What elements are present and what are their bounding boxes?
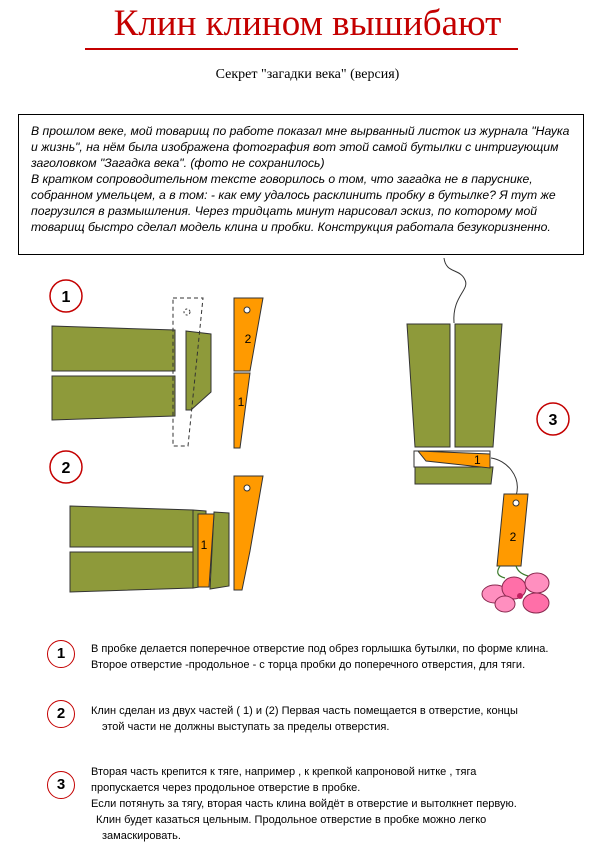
intro-paragraph-1: В прошлом веке, мой товарищ по работе показал мне вырванный листок из журнала "Наука и жизнь", на нём была изображена фотография вот этой самой бутылки с интригующим заголовком "Загадка века". (фото не сохранилось) [31,124,570,170]
step-1-cork-end [186,331,211,410]
note-3-line-4: Клин будет казаться цельным. Продольное отверстие в пробке можно легко [96,814,487,826]
step-2-wedge-part-2 [234,476,263,590]
step-2-wedge-hole [244,485,250,491]
note-2-text [91,703,561,735]
step-3-group [407,258,569,613]
wedge-part-2-label: 2 [244,332,252,346]
note-3-line-2: пропускается через продольное отверстие в пробке. [91,782,361,794]
note-2-line-1: Клин сделан из двух частей ( 1) и (2) Первая часть помещается в отверстие, концы [91,705,518,717]
step-1-hole-outline [184,309,190,315]
wedge-hole [244,307,250,313]
step-1-group [50,280,263,448]
intro-paragraph-2: В кратком сопроводительном тексте говорилось о том, что загадка не в паруснике, собранном умельцем, а в том: - как ему удалось расклинить пробку в бутылке? Я тут же погрузился в размышления. Через тридцать минут нарисовал эскиз, по которому мой товарищ быстро сделал модель клина и пробки. Конструкция работала безукоризненно. [31,172,556,234]
note-2-line-2: этой части не должны выступать за пределы отверстия. [102,721,390,733]
step-3-thread [491,458,517,496]
step-3-cork-right [455,324,502,447]
step-2-group [50,451,263,592]
cork-wedge-diagram [0,255,615,625]
note-2-number: 2 [56,705,66,722]
note-3-text [91,764,561,844]
note-1-text [91,641,561,673]
note-1-badge [47,640,75,668]
note-3-line-3: Если потянуть за тягу, вторая часть клина войдёт в отверстие и вытолкнет первую. [91,798,517,810]
step-1-cork-top [52,326,175,371]
note-2-badge [47,700,75,728]
step-3-cork-left [407,324,450,447]
note-1-line-1: В пробке делается поперечное отверстие под обрез горлышка бутылки, по форме клина. [91,643,549,655]
step-3-wedge-label: 1 [474,453,481,467]
pull-thread [444,258,466,323]
page-subtitle: Секрет "загадки века" (версия) [215,67,400,82]
step-3-cork-bottom [415,467,493,484]
step-2-label: 2 [61,460,71,477]
step-2-cork-bottom [70,552,193,592]
step-3-wedge-hole [513,500,519,506]
wedge-part-1 [234,373,250,448]
note-3-badge [47,771,75,799]
step-2-cork-top [70,506,193,547]
note-1-line-2: Второе отверстие -продольное - с торца пробки до поперечного отверстия, для тяги. [91,659,526,671]
note-1-number: 1 [56,645,66,662]
note-3-number: 3 [56,776,66,793]
step-3-label: 3 [548,412,558,429]
step-1-label: 1 [61,289,71,306]
intro-text-box [18,114,584,255]
title-underline [85,48,518,50]
step-2-wedge-label: 1 [200,538,208,552]
step-1-cork-bottom [52,376,175,420]
wedge-part-1-label: 1 [237,395,245,409]
step-3-wedge-part-2-label: 2 [509,530,517,544]
note-3-line-1: Вторая часть крепится к тяге, например , к крепкой капроновой нитке , тяга [91,766,477,778]
flower-icon [482,566,549,613]
page-title: Клин клином вышибают [113,3,502,44]
note-3-line-5: замаскировать. [102,830,181,842]
